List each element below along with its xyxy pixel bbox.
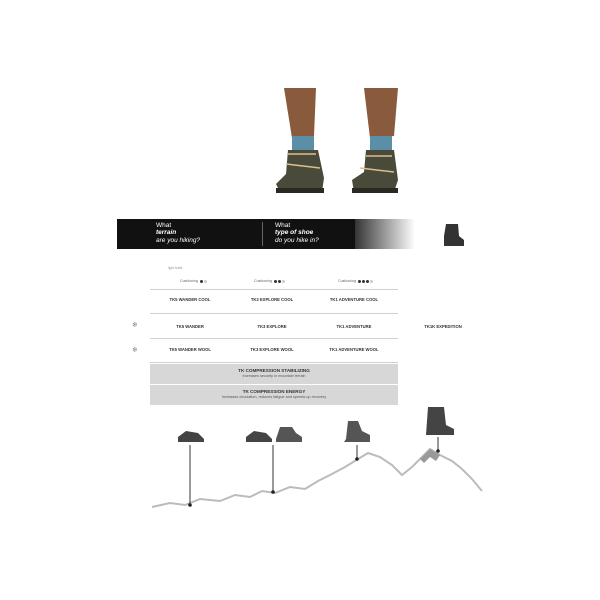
snowflake-icon: ❄: [132, 322, 138, 329]
table-cell: TK1 ADVENTURE: [336, 324, 372, 329]
cushioning-indicator-3: Cushioning: [338, 279, 373, 283]
compression-energy-band: TK COMPRESSION ENERGY Increases circulation, reduces fatigue and speeds up recovery: [150, 385, 398, 405]
terrain-profile-diagram: [0, 395, 600, 525]
table-divider: [150, 289, 398, 290]
table-cell: TK5 WANDER WOOL: [169, 347, 211, 352]
terrain-note: light trails: [168, 266, 183, 270]
table-cell: TK1 ADVENTURE COOL: [329, 297, 379, 302]
terrain-question: What terrain are you hiking?: [156, 222, 201, 244]
table-divider: [150, 338, 398, 339]
low-shoe-icon: [178, 431, 204, 442]
table-cell: TK3 EXPLORE COOL: [250, 297, 294, 302]
table-cell: TK3 EXPLORE: [257, 324, 287, 329]
cushioning-indicator-1: Cushioning: [180, 279, 207, 283]
table-cell: TK5 WANDER: [176, 324, 204, 329]
mid-shoe-icon: [276, 427, 302, 442]
compression-stabilizing-band: TK COMPRESSION STABILIZING Increases security in mountain terrain: [150, 364, 398, 384]
table-cell: TK1K EXPEDITION: [424, 324, 462, 329]
hiker-legs-illustration: [270, 88, 410, 203]
cushioning-indicator-2: Cushioning: [254, 279, 285, 283]
table-cell: TK1 ADVENTURE WOOL: [329, 347, 379, 352]
expedition-boot-icon: [426, 407, 454, 435]
snowflake-icon: ❄: [132, 347, 138, 354]
header-divider: [262, 222, 263, 246]
table-cell: TK3 EXPLORE WOOL: [250, 347, 294, 352]
table-divider: [150, 362, 398, 363]
boot-fragment-icon: [440, 222, 466, 248]
hiking-boot-icon: [344, 421, 370, 442]
shoe-type-question: What type of shoe do you hike in?: [275, 222, 319, 244]
low-shoe-icon: [246, 431, 272, 442]
table-cell: TK5 WANDER COOL: [169, 297, 211, 302]
table-divider: [150, 313, 398, 314]
